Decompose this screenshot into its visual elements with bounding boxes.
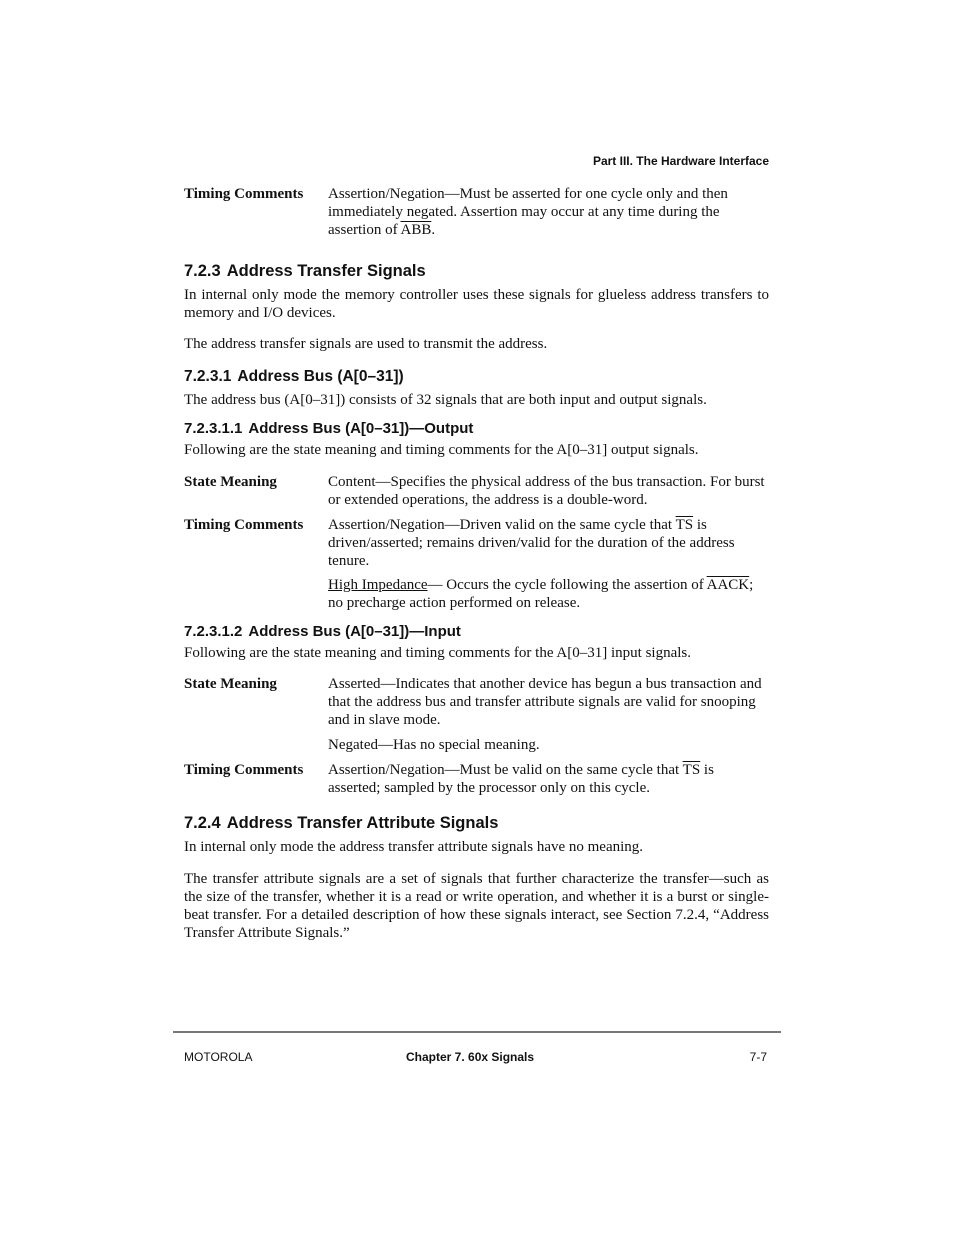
timing-comments-label: Timing Comments <box>184 761 304 778</box>
page-number: 7-7 <box>749 1050 767 1064</box>
state-meaning-negated-text: Negated—Has no special meaning. <box>328 736 540 753</box>
footer-left: MOTOROLA <box>184 1050 253 1064</box>
state-meaning-asserted-text: Asserted—Indicates that another device has begun a bus transaction and that the address bus and transfer attribute signals are valid for snooping and in slave mode. <box>328 676 762 729</box>
paragraph: Following are the state meaning and timing comments for the A[0–31] output signals. <box>184 442 699 459</box>
section-heading-7-2-3-1-1: 7.2.3.1.1 Address Bus (A[0–31])—Output <box>184 419 474 437</box>
footer-divider <box>173 1031 781 1033</box>
high-impedance-text: High Impedance— Occurs the cycle following the assertion of AACK; no precharge action performed on release. <box>328 577 754 612</box>
input-timing-row <box>184 761 769 797</box>
paragraph: Following are the state meaning and timing comments for the A[0–31] input signals. <box>184 644 691 661</box>
page-body <box>184 185 769 943</box>
timing-comments-label: Timing Comments <box>184 516 304 533</box>
ts-signal: $\overline{TS}$ <box>682 761 701 778</box>
section-heading-7-2-3: 7.2.3 Address Transfer Signals <box>184 261 426 280</box>
footer-chapter: Chapter 7. 60x Signals <box>406 1050 535 1064</box>
paragraph: In internal only mode the memory controller uses these signals for glueless address transfers to memory and I/O devices. <box>184 286 769 322</box>
running-header: Part III. The Hardware Interface <box>592 154 769 168</box>
timing-comments-text: Assertion/Negation—Driven valid on the same cycle that $\overline{TS}$ is driven/asserted; remains driven/valid for the duration of the address tenure. <box>328 516 735 570</box>
output-timing-row <box>184 516 769 613</box>
section-heading-7-2-3-1-2: 7.2.3.1.2 Address Bus (A[0–31])—Input <box>184 622 461 640</box>
output-state-meaning-row <box>184 473 769 509</box>
paragraph: The address transfer signals are used to transmit the address. <box>184 336 548 353</box>
timing-comments-text: Assertion/Negation—Must be valid on the same cycle that $\overline{TS}$ is asserted; sampled by the processor only on this cycle. <box>328 761 714 797</box>
state-meaning-label: State Meaning <box>184 676 277 693</box>
paragraph: The transfer attribute signals are a set of signals that further characterize the transfer—such as the size of the transfer, whether it is a read or write operation, and whether it is a burst or single-beat transfer. For a detailed description of how these signals interact, see Section 7.2.4, “Address Transfer Attribute Signals.” <box>184 870 769 942</box>
abb-signal: $\overline{ABB}$ <box>400 222 432 239</box>
abb-timing-row <box>184 185 769 240</box>
timing-comments-text: Assertion/Negation—Must be asserted for one cycle only and then immediately negated. Assertion may occur at any time during the assertion of $\overline{ABB}$. <box>328 186 728 239</box>
state-meaning-text: Content—Specifies the physical address of the bus transaction. For burst or extended operations, the address is a double-word. <box>328 474 765 509</box>
timing-comments-label: Timing Comments <box>184 186 304 202</box>
state-meaning-label: State Meaning <box>184 474 277 491</box>
aack-signal: AACK <box>706 577 750 594</box>
input-state-meaning-row <box>184 675 769 754</box>
paragraph: The address bus (A[0–31]) consists of 32 signals that are both input and output signals. <box>184 391 707 408</box>
paragraph: In internal only mode the address transfer attribute signals have no meaning. <box>184 839 644 856</box>
section-heading-7-2-4: 7.2.4 Address Transfer Attribute Signals <box>184 814 499 833</box>
ts-signal: $\overline{TS}$ <box>675 516 694 533</box>
section-heading-7-2-3-1: 7.2.3.1 Address Bus (A[0–31]) <box>184 368 404 386</box>
